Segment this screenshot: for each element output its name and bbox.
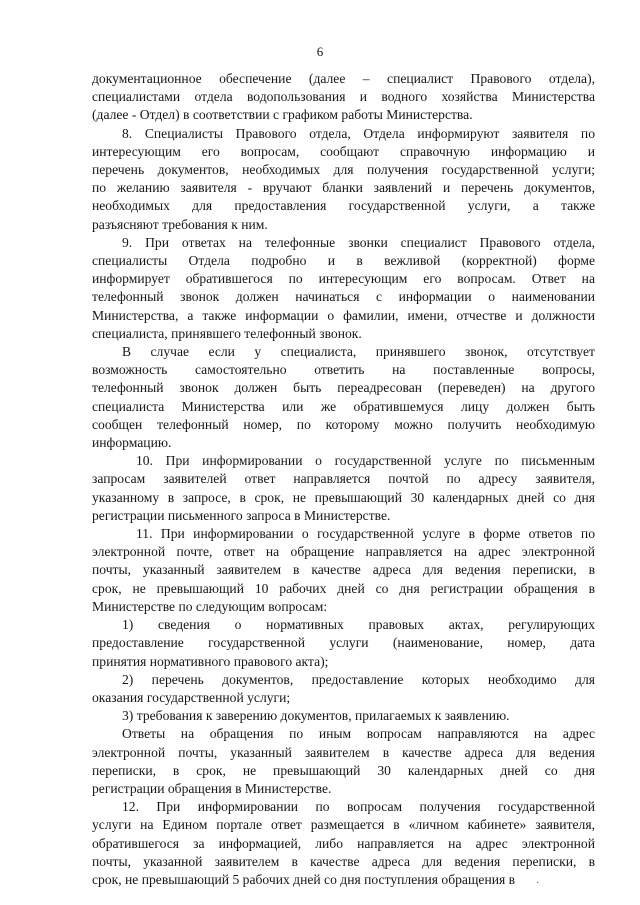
paragraph-p0 (92, 70, 595, 125)
text-line: 3) требования к заверению документов, прилагаемых к заявлению. (122, 708, 510, 724)
text-line: запросам заявителей ответ направляется почтой по адресу заявителя, (92, 471, 595, 487)
text-line: 9. При ответах на телефонные звонки специалист Правового отдела, (122, 234, 595, 250)
text-line: 11. При информировании о государственной услуге в форме ответов по (136, 526, 595, 542)
paragraph-p11_1 (92, 616, 595, 671)
text-line: интересующим его вопросам, сообщают справочную информацию и (92, 143, 595, 159)
text-line: В случае если у специалиста, принявшего звонок, отсутствует (122, 344, 595, 360)
text-line: обратившегося за информацией, либо направляется на адрес электронной (92, 835, 595, 851)
text-line: телефонный звонок должен начинаться с информации о наименовании (92, 289, 595, 305)
text-line: предоставление государственной услуги (наименование, номер, дата (92, 635, 595, 651)
text-line: электронной почты, указанный заявителем в качестве адреса для ведения (92, 744, 595, 760)
page-number: 6 (316, 44, 324, 59)
text-line: информацию. (92, 435, 172, 451)
text-line: принятия нормативного правового акта); (92, 653, 329, 669)
text-line: срок, не превышающий 5 рабочих дней со дня поступления обращения в (92, 871, 516, 887)
text-line: услуги на Едином портале ответ размещается в «личном кабинете» заявителя, (92, 817, 595, 833)
text-line: документационное обеспечение (далее – специалист Правового отдела), (92, 71, 595, 86)
text-line: 2) перечень документов, предоставление которых необходимо для (122, 671, 595, 687)
text-line: специалиста, принявшего телефонный звонок. (92, 325, 362, 341)
text-line: почты, указанной заявителем в качестве адреса для ведения переписки, в (92, 853, 595, 869)
paragraph-p9 (92, 234, 595, 343)
text-line: (далее - Отдел) в соответствии с графиком работы Министерства. (92, 107, 473, 123)
text-line: регистрации обращения в Министерстве. (92, 780, 332, 796)
paragraph-p12 (92, 798, 595, 889)
text-line: указанному в запросе, в срок, не превышающий 30 календарных дней со дня (92, 489, 595, 505)
paragraph-p8 (92, 125, 595, 234)
text-line: специалисты Отдела подробно и в вежливой (корректной) форме (92, 253, 595, 269)
text-line: 1) сведения о нормативных правовых актах, регулирующих (122, 617, 595, 633)
paragraph-p11 (92, 525, 595, 616)
text-line: сообщен телефонный номер, по которому можно получить необходимую (92, 416, 595, 432)
text-line: специалистами отдела водопользования и водного хозяйства Министерства (92, 89, 595, 105)
text-line: 8. Специалисты Правового отдела, Отдела информируют заявителя по (122, 125, 595, 141)
text-line: необходимых для предоставления государственной услуги, а также (92, 198, 595, 214)
document-body (92, 70, 595, 889)
paragraph-p11_3 (92, 707, 595, 725)
text-line: Министерстве по следующим вопросам: (92, 598, 328, 614)
text-line: Ответы на обращения по иным вопросам направляются на адрес (122, 726, 595, 742)
text-line: по желанию заявителя - вручают бланки заявлений и перечень документов, (92, 180, 595, 196)
text-line: переписки, в срок, не превышающий 30 календарных дней со дня (92, 762, 595, 778)
text-line: оказания государственной услуги; (92, 689, 291, 705)
text-line: электронной почте, ответ на обращение направляется на адрес электронной (92, 544, 595, 560)
paragraph-p9b (92, 343, 595, 452)
text-line: разъясняют требования к ним. (92, 216, 268, 232)
text-line: информирует обратившегося по интересующим его вопросам. Ответ на (92, 271, 595, 287)
text-line: 10. При информировании о государственной услуге по письменным (136, 453, 595, 469)
text-line: специалиста Министерства или же обратившемуся лицу должен быть (92, 398, 595, 414)
text-line: 12. При информировании по вопросам получения государственной (122, 799, 595, 815)
text-line: перечень документов, необходимых для получения государственной услуги; (92, 162, 595, 178)
text-line: Министерства, а также информации о фамилии, имени, отчестве и должности (92, 307, 595, 323)
text-line: почты, указанный заявителем в качестве адреса для ведения переписки, в (92, 562, 595, 578)
paragraph-p11_2 (92, 671, 595, 707)
text-line: срок, не превышающий 10 рабочих дней со дня регистрации обращения в (92, 580, 595, 596)
text-line: телефонный звонок должен быть переадресован (переведен) на другого (92, 380, 595, 396)
paragraph-p10 (92, 452, 595, 525)
scan-mark: · (536, 878, 540, 889)
text-line: возможность самостоятельно ответить на поставленные вопросы, (92, 362, 595, 378)
text-line: регистрации письменного запроса в Министерстве. (92, 507, 391, 523)
paragraph-p11b (92, 725, 595, 798)
